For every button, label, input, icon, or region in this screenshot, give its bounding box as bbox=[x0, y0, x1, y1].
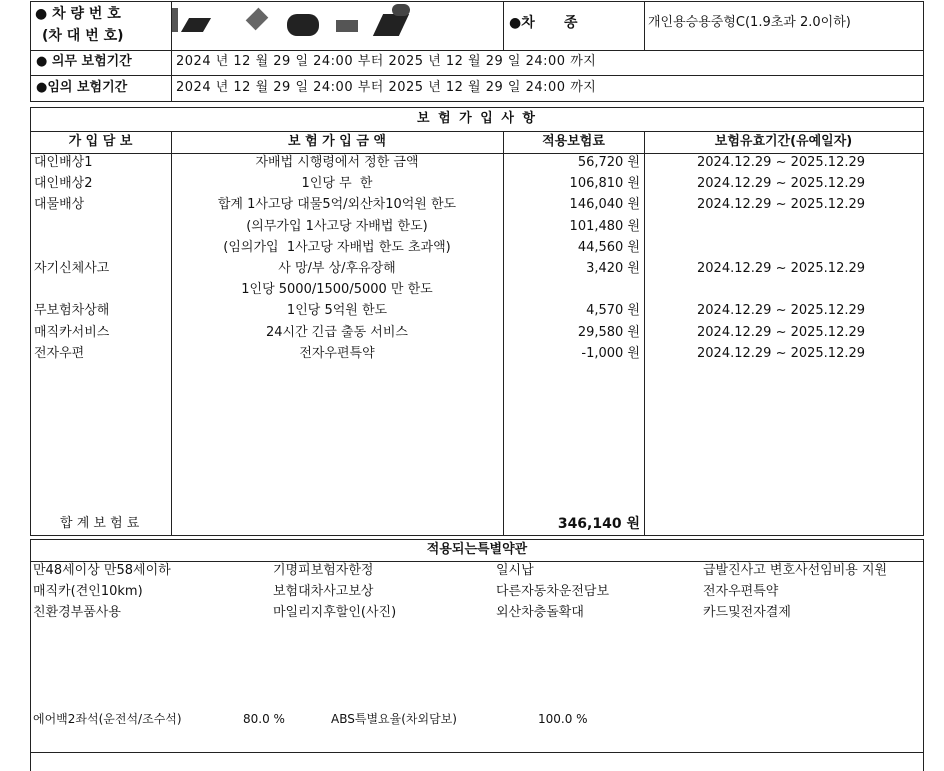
coverage-name: 무보험차상해 bbox=[34, 303, 110, 318]
mandatory-period-label: ● 의무 보험기간 bbox=[36, 54, 132, 69]
special-term-item: 마일리지후할인(사진) bbox=[273, 605, 397, 620]
coverage-premium: 106,810 원 bbox=[569, 176, 640, 191]
special-term-item: 카드및전자결제 bbox=[703, 605, 791, 620]
total-premium-label: 합 계 보 험 료 bbox=[60, 516, 140, 531]
coverage-name: 대물배상 bbox=[34, 197, 85, 212]
coverage-premium: 101,480 원 bbox=[569, 219, 640, 234]
car-number-label: ● 차 량 번 호 bbox=[35, 6, 121, 22]
car-type-value: 개인용승용중형C(1.9초과 2.0이하) bbox=[648, 15, 851, 30]
coverage-amount: 1인당 무 한 bbox=[301, 176, 373, 191]
abs-rate-value: 100.0 % bbox=[538, 712, 588, 726]
coverage-premium: 44,560 원 bbox=[577, 240, 640, 255]
special-term-item: 외산차충돌확대 bbox=[496, 605, 584, 620]
coverage-premium: 29,580 원 bbox=[577, 325, 640, 340]
special-term-item: 다른자동차운전담보 bbox=[496, 584, 610, 599]
special-term-item: 기명피보험자한정 bbox=[273, 563, 374, 578]
coverage-name: 대인배상1 bbox=[34, 155, 93, 170]
coverage-premium: -1,000 원 bbox=[581, 346, 640, 361]
coverage-period: 2024.12.29 ~ 2025.12.29 bbox=[697, 303, 866, 318]
coverage-premium: 4,570 원 bbox=[586, 303, 640, 318]
optional-period-value: 2024 년 12 월 29 일 24:00 부터 2025 년 12 월 29 일 24:00 까지 bbox=[176, 80, 597, 95]
coverage-amount: 자배법 시행령에서 정한 금액 bbox=[255, 155, 419, 170]
special-terms-title: 적용되는특별약관 bbox=[426, 542, 528, 557]
col-header-period: 보험유효기간(유예일자) bbox=[714, 134, 853, 149]
coverage-period: 2024.12.29 ~ 2025.12.29 bbox=[697, 346, 866, 361]
coverage-section-title: 보 험 가 입 사 항 bbox=[417, 111, 537, 126]
coverage-premium: 146,040 원 bbox=[569, 197, 640, 212]
optional-period-label: ●임의 보험기간 bbox=[36, 80, 128, 95]
special-term-item: 급발진사고 변호사선임비용 지원 bbox=[703, 563, 888, 578]
coverage-period: 2024.12.29 ~ 2025.12.29 bbox=[697, 176, 866, 191]
coverage-name: 자기신체사고 bbox=[34, 261, 110, 276]
coverage-amount: 24시간 긴급 출동 서비스 bbox=[266, 325, 408, 340]
coverage-amount: (의무가입 1사고당 자배법 한도) bbox=[246, 219, 428, 234]
coverage-amount: (임의가입 1사고당 자배법 한도 초과액) bbox=[223, 240, 451, 255]
col-header-amount: 보 험 가 입 금 액 bbox=[288, 134, 386, 149]
total-premium-value: 346,140 원 bbox=[557, 516, 640, 532]
special-term-item: 매직카(견인10km) bbox=[33, 584, 143, 599]
coverage-amount: 전자우편특약 bbox=[299, 346, 375, 361]
coverage-name: 매직카서비스 bbox=[34, 325, 110, 340]
col-header-premium: 적용보험료 bbox=[542, 134, 605, 149]
coverage-amount: 사 망/부 상/후유장해 bbox=[278, 261, 396, 276]
abs-rate-label: ABS특별요율(차외담보) bbox=[331, 712, 457, 726]
coverage-period: 2024.12.29 ~ 2025.12.29 bbox=[697, 155, 866, 170]
coverage-premium: 3,420 원 bbox=[586, 261, 640, 276]
airbag-discount-value: 80.0 % bbox=[243, 712, 285, 726]
special-term-item: 일시납 bbox=[496, 563, 534, 578]
coverage-amount: 합계 1사고당 대물5억/외산차10억원 한도 bbox=[217, 197, 457, 212]
coverage-amount: 1인당 5000/1500/5000 만 한도 bbox=[241, 282, 433, 297]
coverage-name: 전자우편 bbox=[34, 346, 85, 361]
special-term-item: 만48세이상 만58세이하 bbox=[33, 563, 171, 578]
mandatory-period-value: 2024 년 12 월 29 일 24:00 부터 2025 년 12 월 29 일 24:00 까지 bbox=[176, 54, 597, 69]
coverage-period: 2024.12.29 ~ 2025.12.29 bbox=[697, 325, 866, 340]
coverage-name: 대인배상2 bbox=[34, 176, 93, 191]
airbag-discount-label: 에어백2좌석(운전석/조수석) bbox=[33, 712, 182, 726]
col-header-coverage: 가 입 담 보 bbox=[68, 134, 133, 149]
coverage-period: 2024.12.29 ~ 2025.12.29 bbox=[697, 197, 866, 212]
car-type-label: ●차 종 bbox=[509, 15, 578, 31]
coverage-period: 2024.12.29 ~ 2025.12.29 bbox=[697, 261, 866, 276]
coverage-amount: 1인당 5억원 한도 bbox=[286, 303, 388, 318]
coverage-premium: 56,720 원 bbox=[577, 155, 640, 170]
chassis-number-label: (차 대 번 호) bbox=[42, 28, 124, 44]
special-term-item: 보험대차사고보상 bbox=[273, 584, 374, 599]
special-term-item: 친환경부품사용 bbox=[33, 605, 121, 620]
special-term-item: 전자우편특약 bbox=[703, 584, 779, 599]
